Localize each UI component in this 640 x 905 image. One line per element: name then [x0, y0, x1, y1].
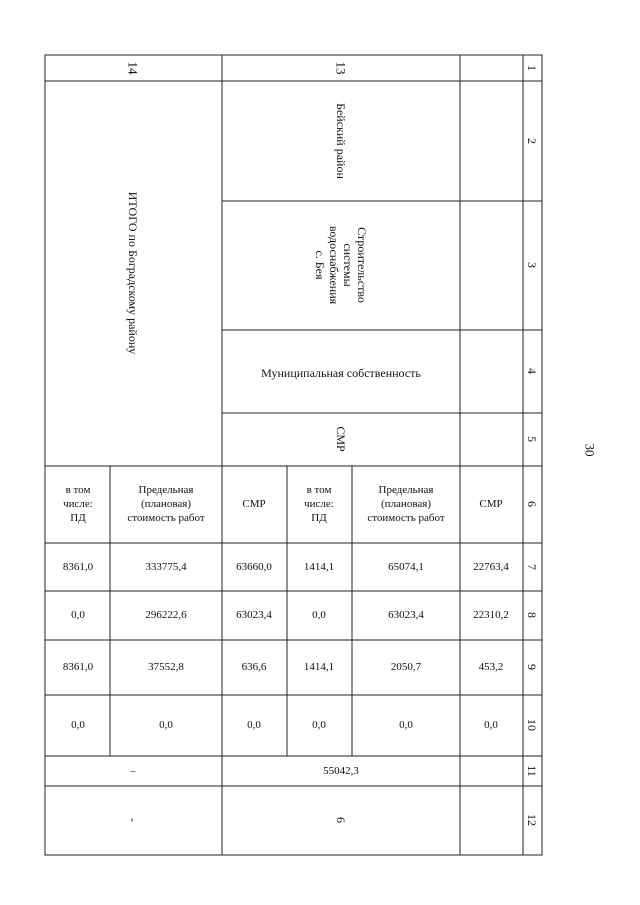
value-cell: 0,0: [159, 719, 173, 731]
col11-value: 55042,3: [323, 765, 359, 777]
column-number: 6: [525, 501, 539, 507]
value-cell: 0,0: [247, 719, 261, 731]
object-name-line: Строительство: [355, 227, 369, 303]
value-cell: 8361,0: [62, 661, 94, 673]
value-cell: 22310,2: [473, 609, 509, 621]
header-incl-pd: в том: [306, 484, 332, 496]
ownership-type: Муниципальная собственность: [261, 366, 421, 380]
column-number: 8: [525, 612, 539, 618]
column-number: 3: [525, 262, 539, 268]
header-limit-cost: Предельная: [378, 484, 434, 496]
header-limit-cost: Предельная: [138, 484, 194, 496]
object-name-line: с. Бея: [313, 250, 327, 280]
col12-value: -: [126, 818, 140, 822]
value-cell: 0,0: [71, 719, 85, 731]
column-numbers: [525, 65, 539, 826]
column-number: 5: [525, 436, 539, 442]
row-number-13: 13: [333, 61, 349, 75]
row-number-14: 14: [125, 61, 141, 75]
value-cells: [63, 561, 510, 731]
value-cell: 63023,4: [236, 609, 272, 621]
value-cell: 65074,1: [388, 561, 424, 573]
header-incl-pd: ПД: [311, 512, 327, 524]
object-name: [313, 226, 369, 305]
column-number: 4: [525, 368, 539, 374]
value-cell: 0,0: [399, 719, 413, 731]
header-limit-cost: стоимость работ: [127, 512, 205, 524]
header-limit-cost: (плановая): [381, 498, 431, 510]
object-name-line: водоснабжения: [327, 225, 341, 305]
value-cell: 0,0: [71, 609, 85, 621]
value-cell: 0,0: [312, 609, 326, 621]
column-number: 1: [525, 65, 539, 71]
header-incl-pd: ПД: [70, 512, 86, 524]
col12-value: 6: [334, 817, 348, 823]
value-cell: 333775,4: [145, 561, 187, 573]
header-incl-pd: числе:: [63, 498, 93, 510]
header-smr: СМР: [479, 498, 503, 510]
value-cell: 1414,1: [303, 661, 335, 673]
header-incl-pd: в том: [65, 484, 91, 496]
value-cell: 0,0: [484, 719, 498, 731]
column-number: 10: [525, 719, 539, 731]
column-number: 9: [525, 664, 539, 670]
column-number: 2: [525, 138, 539, 144]
object-name-line: системы: [341, 243, 355, 287]
value-cell: 8361,0: [62, 561, 94, 573]
header-limit-cost: (плановая): [141, 498, 191, 510]
headers-col6: [63, 484, 502, 524]
header-incl-pd: числе:: [304, 498, 334, 510]
value-cell: 2050,7: [390, 661, 422, 673]
value-cell: 63023,4: [388, 609, 424, 621]
column-number: 11: [525, 765, 539, 777]
header-limit-cost: стоимость работ: [367, 512, 445, 524]
value-cell: 296222,6: [145, 609, 187, 621]
col11-value: –: [130, 765, 136, 777]
page-number: 30: [582, 443, 598, 457]
column-number: 12: [525, 814, 539, 826]
value-cell: 636,6: [241, 661, 267, 673]
value-cell: 453,2: [478, 661, 504, 673]
value-cell: 0,0: [312, 719, 326, 731]
district-name: Бейский район: [334, 103, 348, 179]
value-cell: 37552,8: [148, 661, 184, 673]
value-cell: 22763,4: [473, 561, 509, 573]
total-label: ИТОГО по Боградскому району: [126, 191, 140, 355]
work-type: СМР: [334, 426, 348, 452]
column-number: 7: [525, 564, 539, 570]
table-grid: [45, 55, 542, 855]
value-cell: 1414,1: [303, 561, 335, 573]
value-cell: 63660,0: [236, 561, 272, 573]
header-smr: СМР: [242, 498, 266, 510]
